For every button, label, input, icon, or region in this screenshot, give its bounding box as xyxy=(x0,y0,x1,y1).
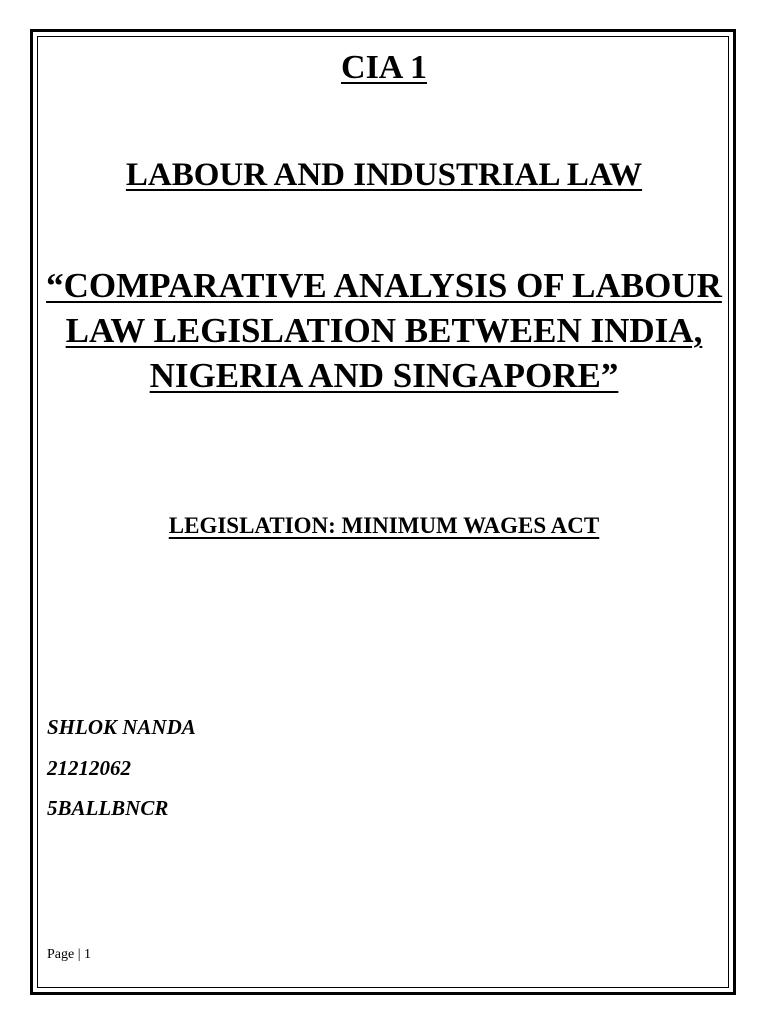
page-number: Page | 1 xyxy=(47,947,92,962)
student-class: 5BALLBNCR xyxy=(47,796,169,820)
student-name: SHLOK NANDA xyxy=(47,715,196,739)
document-heading: CIA 1 xyxy=(341,49,427,86)
topic-title: “COMPARATIVE ANALYSIS OF LABOUR LAW LEGISLATION BETWEEN INDIA, NIGERIA AND SINGAPORE” xyxy=(46,266,722,395)
subject-title: LABOUR AND INDUSTRIAL LAW xyxy=(125,157,643,193)
legislation-title: LEGISLATION: MINIMUM WAGES ACT xyxy=(168,513,600,538)
student-id: 21212062 xyxy=(47,756,131,780)
